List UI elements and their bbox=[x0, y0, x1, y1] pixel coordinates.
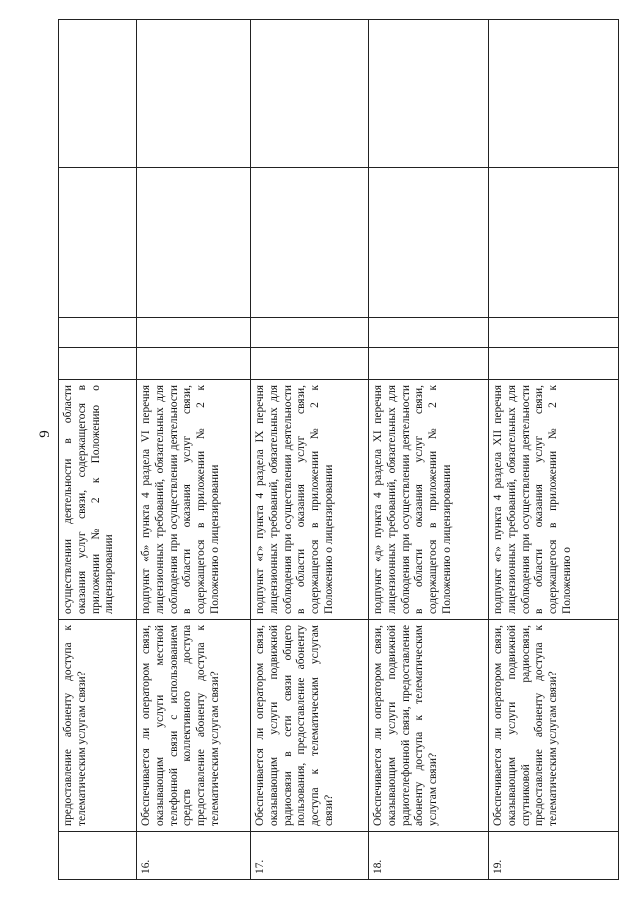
reference-cell: подпункт «б» пункта 4 раздела VI перечня лицензионных требований, обязательных для соблюдения при осуществлении деятельности в области оказания услуг связи, содержащегося в приложении № 2 к Положению о лицензировании bbox=[137, 380, 251, 620]
empty-cell bbox=[369, 20, 489, 168]
table-row bbox=[369, 20, 489, 880]
table-row bbox=[137, 20, 251, 880]
requirements-table bbox=[58, 19, 619, 880]
reference-cell: осуществлении деятельности в области оказания услуг связи, содержащегося в приложении № 2 к Положению о лицензировании bbox=[59, 380, 137, 620]
row-number bbox=[59, 832, 137, 880]
empty-cell bbox=[369, 348, 489, 380]
table-row bbox=[251, 20, 369, 880]
row-number: 18. bbox=[369, 832, 489, 880]
table-row bbox=[59, 20, 137, 880]
row-number: 16. bbox=[137, 832, 251, 880]
row-number: 17. bbox=[251, 832, 369, 880]
reference-cell: подпункт «г» пункта 4 раздела XII перечня лицензионных требований, обязательных для соблюдения при осуществлении деятельности в области оказания услуг связи, содержащегося в приложении № 2 к Положению о bbox=[489, 380, 619, 620]
question-cell: Обеспечивается ли оператором связи, оказывающим услуги подвижной спутниковой радиосвязи, предоставление абоненту доступа к телематическим услугам связи? bbox=[489, 620, 619, 832]
row-number: 19. bbox=[489, 832, 619, 880]
empty-cell bbox=[489, 348, 619, 380]
empty-cell bbox=[59, 318, 137, 348]
empty-cell bbox=[137, 318, 251, 348]
question-cell: Обеспечивается ли оператором связи, оказывающим услуги подвижной радиотелефонной связи, предоставление абоненту доступа к телематическим услугам связи? bbox=[369, 620, 489, 832]
empty-cell bbox=[59, 168, 137, 318]
empty-cell bbox=[251, 20, 369, 168]
question-cell: Обеспечивается ли оператором связи, оказывающим услуги подвижной радиосвязи в сети связи общего пользования, предоставление абоненту доступа к телематическим услугам связи? bbox=[251, 620, 369, 832]
page-number: 9 bbox=[37, 430, 53, 438]
empty-cell bbox=[137, 168, 251, 318]
empty-cell bbox=[489, 168, 619, 318]
table-container bbox=[58, 20, 618, 880]
table-row bbox=[489, 20, 619, 880]
empty-cell bbox=[369, 168, 489, 318]
empty-cell bbox=[251, 348, 369, 380]
empty-cell bbox=[489, 318, 619, 348]
question-cell: Обеспечивается ли оператором связи, оказывающим услуги местной телефонной связи с использованием средств коллективного доступа предоставление абоненту доступа к телематическим услугам связи? bbox=[137, 620, 251, 832]
empty-cell bbox=[59, 20, 137, 168]
question-cell: предоставление абоненту доступа к телематическим услугам связи? bbox=[59, 620, 137, 832]
empty-cell bbox=[59, 348, 137, 380]
empty-cell bbox=[251, 318, 369, 348]
empty-cell bbox=[137, 348, 251, 380]
reference-cell: подпункт «г» пункта 4 раздела IX перечня лицензионных требований, обязательных для соблюдения при осуществлении деятельности в области оказания услуг связи, содержащегося в приложении № 2 к Положению о лицензировании bbox=[251, 380, 369, 620]
empty-cell bbox=[137, 20, 251, 168]
reference-cell: подпункт «д» пункта 4 раздела XI перечня лицензионных требований, обязательных для соблюдения при осуществлении деятельности в области оказания услуг связи, содержащегося в приложении № 2 к Положению о лицензировании bbox=[369, 380, 489, 620]
empty-cell bbox=[489, 20, 619, 168]
empty-cell bbox=[251, 168, 369, 318]
empty-cell bbox=[369, 318, 489, 348]
